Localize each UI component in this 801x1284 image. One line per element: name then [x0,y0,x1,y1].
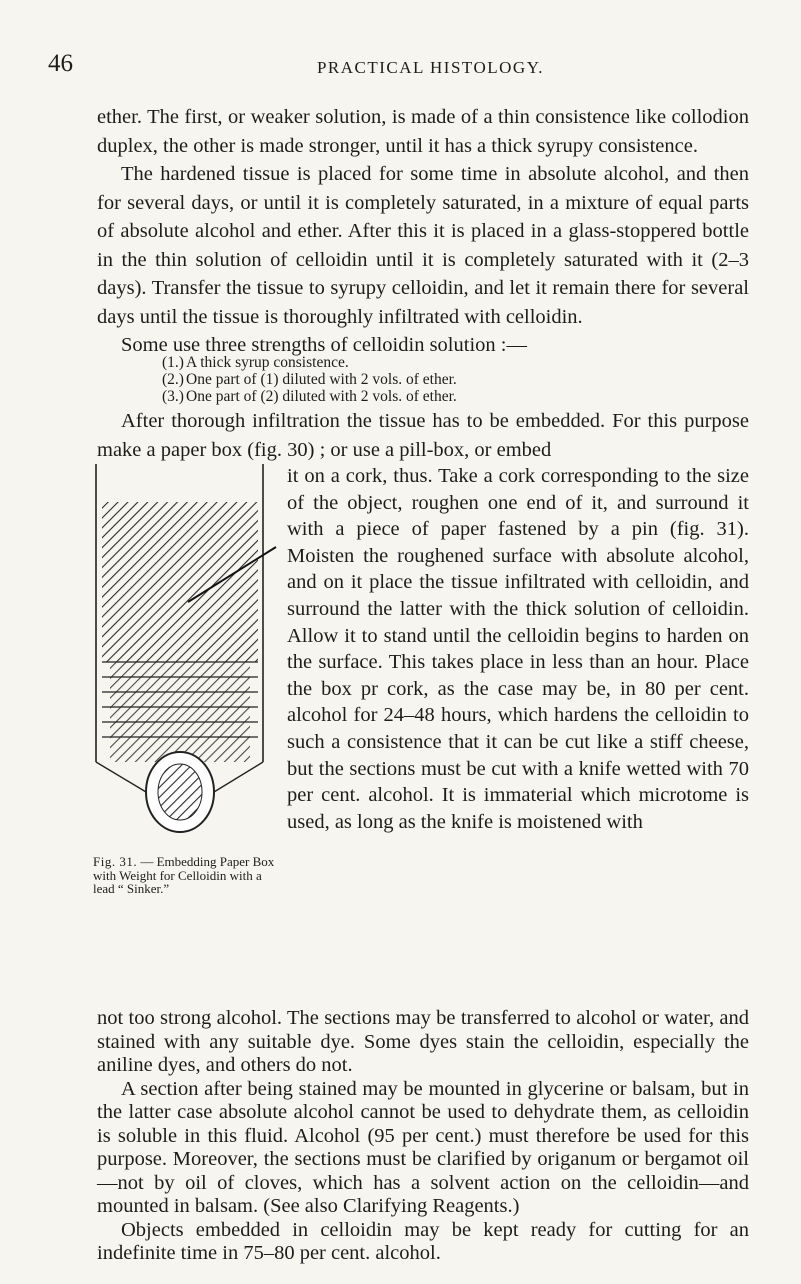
running-head [0,58,801,78]
paragraph-5: A section after being stained may be mounted in glycerine or balsam, but in the latter case absolute alcohol cannot be used to dehydrate them, as celloidin is soluble in this fluid. Alcohol (95 per cent.) must therefore be used for this purpose. Moreover, the sections must be clarified by origanum or bergamot oil—not by oil of cloves, which has a solvent action on the celloidin—and mounted in balsam. (See also Clarifying Reagents.) [97,1077,749,1217]
celloidin-strength-list [162,354,702,405]
list-item-number: (2.) [162,371,184,388]
paragraph-3: Some use three strengths of celloidin solution :— [121,334,527,356]
paragraph-2: The hardened tissue is placed for some time in absolute alcohol, and then for several days, or until it is completely saturated, in a mixture of equal parts of absolute alcohol and ether. After this it is placed in a glass-stoppered bottle in the thin solution of celloidin until it is completely saturated with it (2–3 days). Transfer the tissue to syrupy celloidin, and let it remain there for several days until the tissue is thoroughly infiltrated with celloidin. [97,163,749,328]
paragraph-4-end: not too strong alcohol. The sections may be transferred to alcohol or water, and stained with any suitable dye. Some dyes stain the celloidin, especially the aniline dyes, and others do not. [97,1007,749,1076]
paragraph-6: Objects embedded in celloidin may be kept ready for cutting for an indefinite time in 75–80 per cent. alcohol. [97,1218,749,1264]
body-text-bottom [97,1007,749,1266]
figure-caption-label: Fig. 31. [93,854,138,869]
list-item-text: A thick syrup consistence. [186,354,349,371]
list-item-text: One part of (2) diluted with 2 vols. of ether. [186,388,457,405]
page-number: 46 [48,50,73,77]
list-item-number: (3.) [162,388,184,405]
figure-caption [93,855,283,896]
list-item [162,388,702,405]
figure-31 [88,462,278,862]
list-item-text: One part of (1) diluted with 2 vols. of ether. [186,371,457,388]
celloidin-block [102,502,258,662]
paragraph-4-wrap: it on a cork, thus. Take a cork corresponding to the size of the object, roughen one end of it, and surround it with a piece of paper fastened by a pin (fig. 31). Moisten the roughened surface with absolute alcohol, and on it place the tissue infiltrated with celloidin, and surround the latter with the thick solution of celloidin. Allow it to stand until the celloidin begins to harden on the surface. This takes place in less than an hour. Place the box pr cork, as the case may be, in 80 per cent. alcohol for 24–48 hours, which hardens the celloidin to such a consistence that it can be cut like a stiff cheese, but the sections must be cut with a knife wetted with 70 per cent. alcohol. It is immaterial which microtome is used, as long as the knife is moistened with [287,465,749,833]
paragraph-1: ether. The first, or weaker solution, is made of a thin consistence like collodion duplex, the other is made stronger, until it has a thick syrupy consistence. [97,106,749,157]
paragraph-4-start: After thorough infiltration the tissue has to be embedded. For this purpose make a paper box (fig. 30) ; or use a pill-box, or embed [97,410,749,461]
list-item [162,371,702,388]
list-item [162,354,702,371]
running-head-title: PRACTICAL HISTOLOGY. [316,58,545,77]
embedding-box-illustration [88,462,278,862]
figure-caption-text: — Embedding Paper Box with Weight for Celloidin with a lead “ Sinker.” [93,854,275,896]
body-text-top [97,103,749,360]
list-item-number: (1.) [162,354,184,371]
